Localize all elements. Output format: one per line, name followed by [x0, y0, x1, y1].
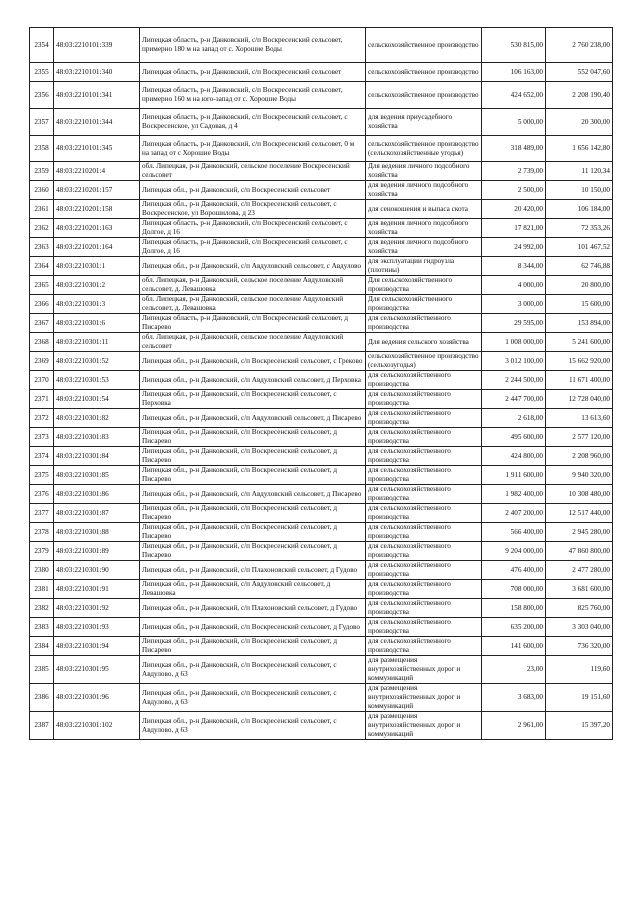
address: Липецкая обл., р-н Данковский, с/п Воскресенский сельсовет, д Гудово [140, 618, 366, 637]
area: 318 489,00 [482, 136, 546, 162]
permitted-use: для сельскохозяйственного производства [366, 314, 482, 333]
address: Липецкая обл., р-н Данковский, с/п Воскресенский сельсовет, с Авдулово, д 63 [140, 712, 366, 740]
table-row [30, 656, 613, 684]
area: 3 000,00 [482, 295, 546, 314]
row-number: 2359 [30, 162, 54, 181]
permitted-use: для размещения внутрихозяйственных дорог и коммуникаций [366, 684, 482, 712]
address: Липецкая обл., р-н Данковский, с/п Авдуловский сельсовет, с Авдулово [140, 257, 366, 276]
cadastral-value: 9 940 320,00 [546, 466, 613, 485]
permitted-use: для сельскохозяйственного производства [366, 637, 482, 656]
cadastral-number: 48:03:2210301:3 [54, 295, 140, 314]
area: 424 800,00 [482, 447, 546, 466]
cadastral-value: 10 150,00 [546, 181, 613, 200]
area: 20 420,00 [482, 200, 546, 219]
table-row [30, 109, 613, 136]
permitted-use: для сенокошения и выпаса скота [366, 200, 482, 219]
cadastral-value: 825 760,00 [546, 599, 613, 618]
cadastral-number: 48:03:2210201:163 [54, 219, 140, 238]
permitted-use: для сельскохозяйственного производства [366, 409, 482, 428]
permitted-use: сельскохозяйственное производство [366, 63, 482, 82]
address: Липецкая область, р-н Данковский, с/п Воскресенский сельсовет, д Писарево [140, 314, 366, 333]
permitted-use: для сельскохозяйственного производства [366, 599, 482, 618]
table-row [30, 712, 613, 740]
cadastral-number: 48:03:2210301:85 [54, 466, 140, 485]
permitted-use: сельскохозяйственное производство [366, 28, 482, 63]
address: Липецкая обл., р-н Данковский, с/п Авдуловский сельсовет, д Перховка [140, 371, 366, 390]
cadastral-value: 101 467,52 [546, 238, 613, 257]
cadastral-number: 48:03:2210301:89 [54, 542, 140, 561]
address: Липецкая область, р-н Данковский, с/п Воскресенский сельсовет, 0 м на запад от с Хорошие Воды [140, 136, 366, 162]
address: Липецкая обл., р-н Данковский, с/п Воскресенский сельсовет, с Авдулово, д 63 [140, 656, 366, 684]
cadastral-value: 5 241 600,00 [546, 333, 613, 352]
cadastral-value: 3 303 040,00 [546, 618, 613, 637]
table-body [30, 28, 613, 740]
row-number: 2370 [30, 371, 54, 390]
cadastral-value: 15 397,20 [546, 712, 613, 740]
row-number: 2379 [30, 542, 54, 561]
area: 4 000,00 [482, 276, 546, 295]
permitted-use: для сельскохозяйственного производства [366, 428, 482, 447]
table-row [30, 428, 613, 447]
cadastral-value: 11 671 400,00 [546, 371, 613, 390]
row-number: 2363 [30, 238, 54, 257]
cadastral-number: 48:03:2210101:345 [54, 136, 140, 162]
cadastral-number: 48:03:2210301:102 [54, 712, 140, 740]
cadastral-number: 48:03:2210301:87 [54, 504, 140, 523]
cadastral-number: 48:03:2210201:158 [54, 200, 140, 219]
area: 8 344,00 [482, 257, 546, 276]
row-number: 2386 [30, 684, 54, 712]
table-row [30, 82, 613, 109]
table-row [30, 238, 613, 257]
permitted-use: для сельскохозяйственного производства [366, 390, 482, 409]
cadastral-value: 736 320,00 [546, 637, 613, 656]
row-number: 2372 [30, 409, 54, 428]
address: Липецкая область, р-н Данковский, с/п Воскресенский сельсовет, с Долгое, д 16 [140, 238, 366, 257]
cadastral-number: 48:03:2210201:164 [54, 238, 140, 257]
area: 424 652,00 [482, 82, 546, 109]
cadastral-value: 106 184,00 [546, 200, 613, 219]
table-row [30, 200, 613, 219]
row-number: 2377 [30, 504, 54, 523]
row-number: 2366 [30, 295, 54, 314]
cadastral-value: 20 300,00 [546, 109, 613, 136]
permitted-use: сельскохозяйственное производство [366, 82, 482, 109]
cadastral-value: 2 208 960,00 [546, 447, 613, 466]
permitted-use: для эксплуатации гидроузла (плотины) [366, 257, 482, 276]
address: Липецкая обл., р-н Данковский, с/п Воскресенский сельсовет, д Писарево [140, 523, 366, 542]
row-number: 2383 [30, 618, 54, 637]
cadastral-number: 48:03:2210301:90 [54, 561, 140, 580]
address: обл. Липецкая, р-н Данковский, сельское поселение Авдуловский сельсовет [140, 333, 366, 352]
permitted-use: для размещения внутрихозяйственных дорог и коммуникаций [366, 712, 482, 740]
address: Липецкая область, р-н Данковский, с/п Воскресенский сельсовет, с Воскресенское, ул Садовая, д 4 [140, 109, 366, 136]
area: 5 000,00 [482, 109, 546, 136]
address: Липецкая область, р-н Данковский, с/п Воскресенский сельсовет, примерно 180 м на запад от с. Хорошие Воды [140, 28, 366, 63]
row-number: 2373 [30, 428, 54, 447]
permitted-use: для сельскохозяйственного производства [366, 580, 482, 599]
row-number: 2378 [30, 523, 54, 542]
cadastral-number: 48:03:2210301:94 [54, 637, 140, 656]
row-number: 2380 [30, 561, 54, 580]
table-row [30, 371, 613, 390]
cadastral-value: 2 945 280,00 [546, 523, 613, 542]
cadastral-value: 12 728 040,00 [546, 390, 613, 409]
permitted-use: сельскохозяйственное производство (сельскохозяйственные угодья) [366, 136, 482, 162]
row-number: 2355 [30, 63, 54, 82]
address: Липецкая обл., р-н Данковский, с/п Воскресенский сельсовет [140, 181, 366, 200]
row-number: 2354 [30, 28, 54, 63]
table-row [30, 561, 613, 580]
cadastral-value: 20 800,00 [546, 276, 613, 295]
permitted-use: для сельскохозяйственного производства [366, 561, 482, 580]
cadastral-value: 2 577 120,00 [546, 428, 613, 447]
cadastral-value: 119,60 [546, 656, 613, 684]
table-row [30, 523, 613, 542]
area: 2 500,00 [482, 181, 546, 200]
table-row [30, 352, 613, 371]
cadastral-number: 48:03:2210101:341 [54, 82, 140, 109]
row-number: 2361 [30, 200, 54, 219]
table-row [30, 409, 613, 428]
area: 158 800,00 [482, 599, 546, 618]
cadastral-number: 48:03:2210301:11 [54, 333, 140, 352]
address: Липецкая обл., р-н Данковский, с/п Воскресенский сельсовет, с Перховка [140, 390, 366, 409]
cadastral-number: 48:03:2210101:340 [54, 63, 140, 82]
area: 2 961,00 [482, 712, 546, 740]
row-number: 2364 [30, 257, 54, 276]
address: Липецкая область, р-н Данковский, с/п Воскресенский сельсовет, с Долгое, д 16 [140, 219, 366, 238]
table-row [30, 542, 613, 561]
address: обл. Липецкая, р-н Данковский, сельское поселение Авдуловский сельсовет, д. Левашовка [140, 276, 366, 295]
cadastral-number: 48:03:2210301:83 [54, 428, 140, 447]
row-number: 2358 [30, 136, 54, 162]
area: 635 200,00 [482, 618, 546, 637]
permitted-use: для сельскохозяйственного производства [366, 371, 482, 390]
cadastral-value: 47 860 800,00 [546, 542, 613, 561]
row-number: 2369 [30, 352, 54, 371]
address: Липецкая обл., р-н Данковский, с/п Воскресенский сельсовет, д Писарево [140, 466, 366, 485]
area: 3 683,00 [482, 684, 546, 712]
row-number: 2362 [30, 219, 54, 238]
cadastral-number: 48:03:2210301:96 [54, 684, 140, 712]
table-row [30, 28, 613, 63]
address: Липецкая обл., р-н Данковский, с/п Воскресенский сельсовет, д Писарево [140, 447, 366, 466]
cadastral-number: 48:03:2210301:6 [54, 314, 140, 333]
area: 2 618,00 [482, 409, 546, 428]
table-row [30, 599, 613, 618]
permitted-use: для сельскохозяйственного производства [366, 542, 482, 561]
area: 566 400,00 [482, 523, 546, 542]
cadastral-number: 48:03:2210301:88 [54, 523, 140, 542]
row-number: 2368 [30, 333, 54, 352]
cadastral-value: 10 308 480,00 [546, 485, 613, 504]
row-number: 2387 [30, 712, 54, 740]
table-row [30, 466, 613, 485]
table-row [30, 447, 613, 466]
cadastral-value: 1 656 142,80 [546, 136, 613, 162]
row-number: 2365 [30, 276, 54, 295]
permitted-use: для сельскохозяйственного производства [366, 523, 482, 542]
cadastral-value: 153 894,00 [546, 314, 613, 333]
table-row [30, 485, 613, 504]
area: 2 447 700,00 [482, 390, 546, 409]
permitted-use: для сельскохозяйственного производства [366, 466, 482, 485]
table-row [30, 618, 613, 637]
address: Липецкая обл., р-н Данковский, с/п Воскресенский сельсовет, д Писарево [140, 542, 366, 561]
row-number: 2371 [30, 390, 54, 409]
address: Липецкая обл., р-н Данковский, с/п Воскресенский сельсовет, с Греково [140, 352, 366, 371]
permitted-use: для ведения личного подсобного хозяйства [366, 181, 482, 200]
permitted-use: Для сельскохозяйственного производства [366, 295, 482, 314]
cadastral-value: 11 120,34 [546, 162, 613, 181]
area: 2 244 500,00 [482, 371, 546, 390]
permitted-use: для сельскохозяйственного производства [366, 504, 482, 523]
address: Липецкая обл., р-н Данковский, с/п Воскресенский сельсовет, д Писарево [140, 428, 366, 447]
area: 106 163,00 [482, 63, 546, 82]
permitted-use: для сельскохозяйственного производства [366, 618, 482, 637]
row-number: 2375 [30, 466, 54, 485]
table-row [30, 162, 613, 181]
area: 17 821,00 [482, 219, 546, 238]
address: Липецкая обл., р-н Данковский, с/п Воскресенский сельсовет, с Авдулово, д 63 [140, 684, 366, 712]
area: 708 000,00 [482, 580, 546, 599]
address: Липецкая обл., р-н Данковский, с/п Воскресенский сельсовет, д Писарево [140, 504, 366, 523]
address: Липецкая обл., р-н Данковский, с/п Плахоновский сельсовет, д Гудово [140, 599, 366, 618]
table-row [30, 580, 613, 599]
table-row [30, 219, 613, 238]
permitted-use: для ведения личного подсобного хозяйства [366, 238, 482, 257]
table-row [30, 136, 613, 162]
cadastral-number: 48:03:2210101:344 [54, 109, 140, 136]
row-number: 2382 [30, 599, 54, 618]
area: 24 992,00 [482, 238, 546, 257]
area: 1 982 400,00 [482, 485, 546, 504]
area: 1 008 000,00 [482, 333, 546, 352]
row-number: 2385 [30, 656, 54, 684]
area: 141 600,00 [482, 637, 546, 656]
cadastral-number: 48:03:2210301:54 [54, 390, 140, 409]
area: 495 600,00 [482, 428, 546, 447]
area: 476 400,00 [482, 561, 546, 580]
row-number: 2384 [30, 637, 54, 656]
cadastral-number: 48:03:2210301:82 [54, 409, 140, 428]
table-row [30, 257, 613, 276]
row-number: 2356 [30, 82, 54, 109]
cadastral-number: 48:03:2210301:86 [54, 485, 140, 504]
area: 3 012 100,00 [482, 352, 546, 371]
table-row [30, 314, 613, 333]
permitted-use: для ведения приусадебного хозяйства [366, 109, 482, 136]
permitted-use: сельскохозяйственное производство (сельхозугодья) [366, 352, 482, 371]
area: 29 595,00 [482, 314, 546, 333]
address: Липецкая обл., р-н Данковский, с/п Плахоновский сельсовет, д Гудово [140, 561, 366, 580]
cadastral-value: 62 746,88 [546, 257, 613, 276]
address: Липецкая обл., р-н Данковский, с/п Авдуловский сельсовет, д Левашовка [140, 580, 366, 599]
table-row [30, 504, 613, 523]
row-number: 2376 [30, 485, 54, 504]
permitted-use: Для сельскохозяйственного производства [366, 276, 482, 295]
cadastral-number: 48:03:2210301:84 [54, 447, 140, 466]
permitted-use: Для ведения личного подсобного хозяйства [366, 162, 482, 181]
land-registry-table [29, 27, 613, 740]
area: 2 739,00 [482, 162, 546, 181]
cadastral-number: 48:03:2210301:52 [54, 352, 140, 371]
row-number: 2374 [30, 447, 54, 466]
cadastral-value: 19 151,60 [546, 684, 613, 712]
cadastral-number: 48:03:2210201:4 [54, 162, 140, 181]
cadastral-number: 48:03:2210301:53 [54, 371, 140, 390]
cadastral-value: 3 681 600,00 [546, 580, 613, 599]
cadastral-value: 13 613,60 [546, 409, 613, 428]
permitted-use: для сельскохозяйственного производства [366, 447, 482, 466]
cadastral-number: 48:03:2210201:157 [54, 181, 140, 200]
row-number: 2367 [30, 314, 54, 333]
area: 2 407 200,00 [482, 504, 546, 523]
cadastral-number: 48:03:2210301:93 [54, 618, 140, 637]
table-row [30, 181, 613, 200]
address: Липецкая обл., р-н Данковский, с/п Воскресенский сельсовет, д Писарево [140, 637, 366, 656]
address: Липецкая обл., р-н Данковский, с/п Авдуловский сельсовет, д Писарево [140, 485, 366, 504]
cadastral-value: 15 662 920,00 [546, 352, 613, 371]
permitted-use: для размещения внутрихозяйственных дорог и коммуникаций [366, 656, 482, 684]
area: 530 815,00 [482, 28, 546, 63]
cadastral-value: 2 477 280,00 [546, 561, 613, 580]
area: 23,00 [482, 656, 546, 684]
table-row [30, 684, 613, 712]
cadastral-value: 12 517 440,00 [546, 504, 613, 523]
table-row [30, 276, 613, 295]
cadastral-number: 48:03:2210101:339 [54, 28, 140, 63]
table-row [30, 63, 613, 82]
cadastral-number: 48:03:2210301:91 [54, 580, 140, 599]
row-number: 2357 [30, 109, 54, 136]
cadastral-value: 2 208 190,40 [546, 82, 613, 109]
cadastral-value: 2 760 238,00 [546, 28, 613, 63]
address: Липецкая область, р-н Данковский, с/п Воскресенский сельсовет, примерно 160 м на юго-запад от с. Хорошие Воды [140, 82, 366, 109]
table-row [30, 637, 613, 656]
row-number: 2381 [30, 580, 54, 599]
table-row [30, 390, 613, 409]
row-number: 2360 [30, 181, 54, 200]
cadastral-number: 48:03:2210301:1 [54, 257, 140, 276]
area: 1 911 600,00 [482, 466, 546, 485]
address: обл. Липецкая, р-н Данковский, сельское поселение Авдуловский сельсовет, д. Левашовка [140, 295, 366, 314]
cadastral-number: 48:03:2210301:92 [54, 599, 140, 618]
cadastral-number: 48:03:2210301:2 [54, 276, 140, 295]
cadastral-number: 48:03:2210301:95 [54, 656, 140, 684]
cadastral-value: 72 353,26 [546, 219, 613, 238]
address: Липецкая обл., р-н Данковский, с/п Авдуловский сельсовет, д Писарево [140, 409, 366, 428]
cadastral-value: 15 600,00 [546, 295, 613, 314]
cadastral-value: 552 047,60 [546, 63, 613, 82]
permitted-use: для ведения личного подсобного хозяйства [366, 219, 482, 238]
address: Липецкая область, р-н Данковский, с/п Воскресенский сельсовет [140, 63, 366, 82]
table-row [30, 333, 613, 352]
table-row [30, 295, 613, 314]
area: 9 204 000,00 [482, 542, 546, 561]
permitted-use: для сельскохозяйственного производства [366, 485, 482, 504]
address: Липецкая обл., р-н Данковский, с/п Воскресенский сельсовет, с Воскресенское, ул Ворошилова, д 23 [140, 200, 366, 219]
address: обл. Липецкая, р-н Данковский, сельское поселение Воскресенский сельсовет [140, 162, 366, 181]
permitted-use: Для ведения сельского хозяйства [366, 333, 482, 352]
